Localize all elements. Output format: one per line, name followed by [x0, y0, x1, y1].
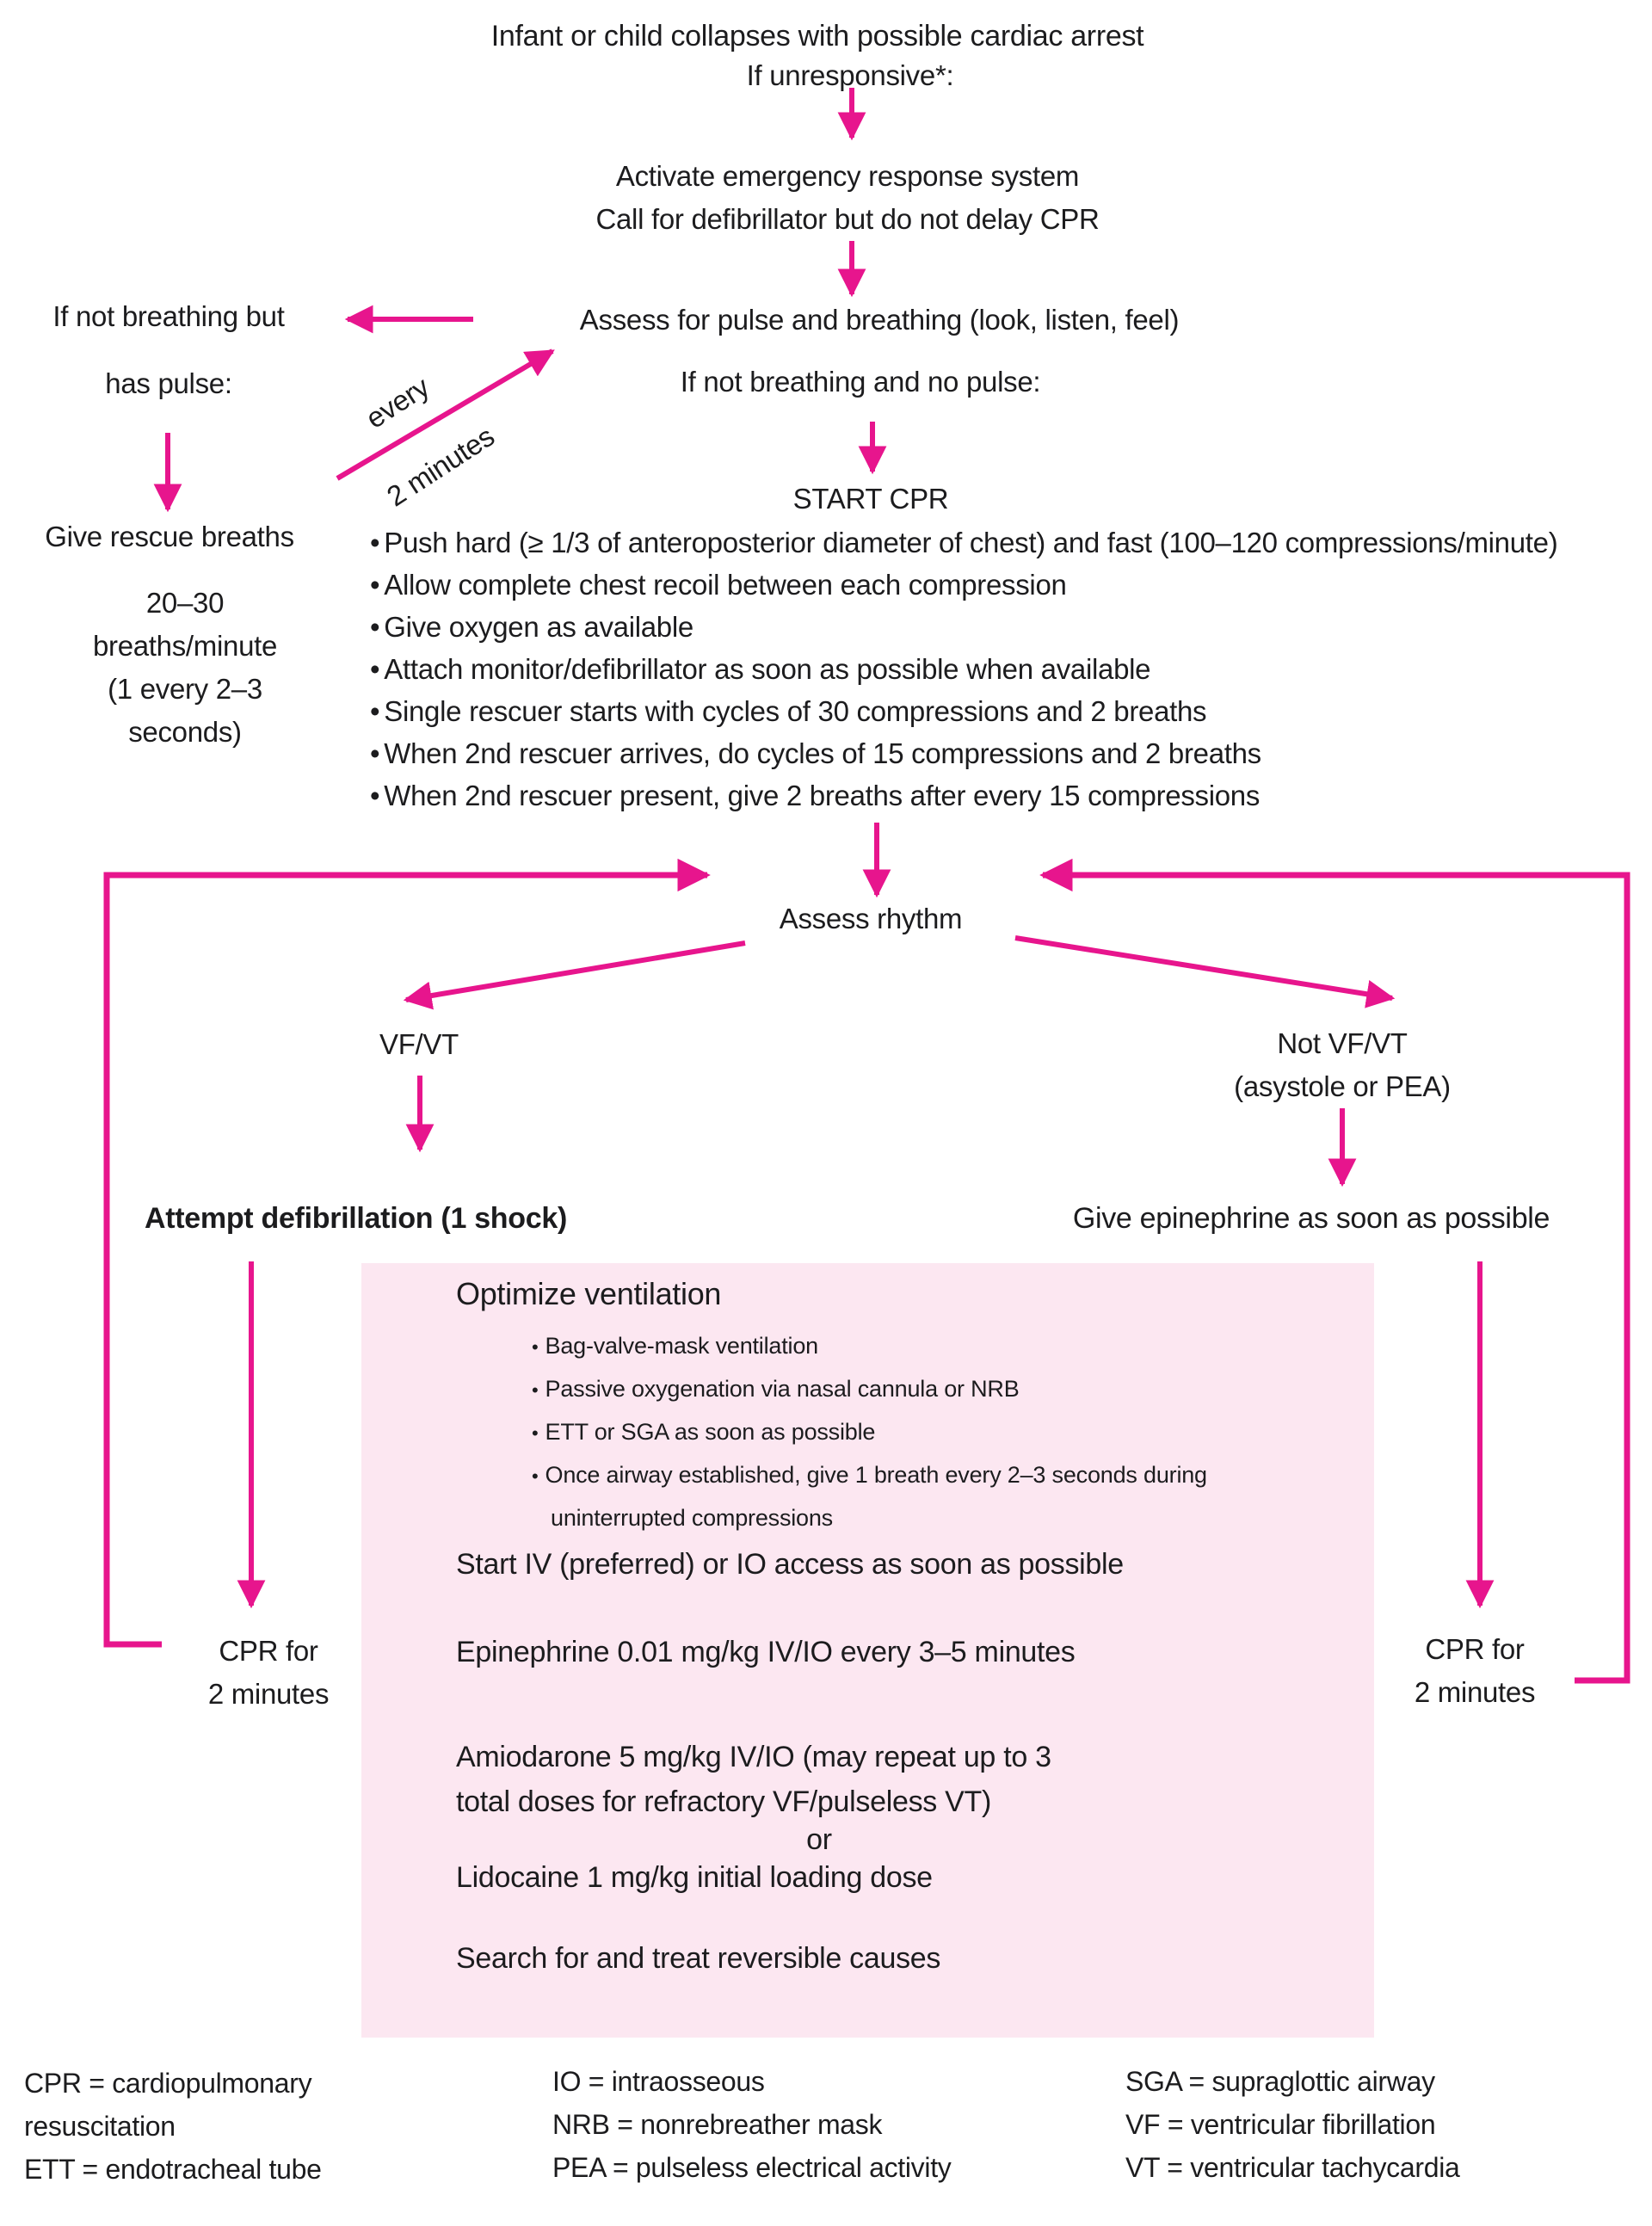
every-2-minutes-label-line1: every — [360, 370, 435, 435]
search-reversible-causes-line: Search for and treat reversible causes — [456, 1942, 941, 1975]
rescue-rate-node — [93, 582, 277, 754]
legend-vt: VT = ventricular tachycardia — [1125, 2152, 1460, 2183]
rescue-rate-line2: breaths/minute — [92, 630, 278, 662]
epinephrine-dose-line: Epinephrine 0.01 mg/kg IV/IO every 3–5 minutes — [456, 1636, 1076, 1668]
activate-line2: Call for defibrillator but do not delay CPR — [595, 203, 1100, 235]
arrow-rhythm-to-notvfvt — [1015, 938, 1392, 998]
vfvt-label: VF/VT — [379, 1028, 459, 1060]
legend-cpr: CPR = cardiopulmonary resuscitation — [24, 2068, 312, 2142]
cpr-bullet-2: • Allow complete chest recoil between each compression — [370, 564, 1564, 606]
cpr-bullet-3: • Give oxygen as available — [370, 606, 1564, 648]
no-pulse-label: If not breathing and no pulse: — [680, 366, 1041, 398]
unresponsive-label: If unresponsive*: — [746, 59, 954, 91]
not-vfvt-node — [1234, 1022, 1451, 1108]
amiodarone-line2: total doses for refractory VF/pulseless VT) — [456, 1785, 991, 1818]
legend-io: IO = intraosseous — [552, 2066, 765, 2097]
loop-right-to-assess-rhythm — [1043, 875, 1627, 1680]
rescue-rate-line1: 20–30 — [145, 587, 225, 619]
cpr-bullet-4: • Attach monitor/defibrillator as soon as possible when available — [370, 648, 1564, 690]
start-cpr-node: START CPR — [792, 483, 949, 515]
activate-node — [595, 155, 1099, 241]
cpr-bullet-7: • When 2nd rescuer present, give 2 breaths after every 15 compressions — [370, 774, 1564, 817]
attempt-defibrillation-node: Attempt defibrillation (1 shock) — [145, 1202, 567, 1235]
cpr-2min-left-line2: 2 minutes — [207, 1678, 330, 1710]
start-iv-line: Start IV (preferred) or IO access as soon as possible — [456, 1548, 1124, 1581]
lidocaine-line: Lidocaine 1 mg/kg initial loading dose — [456, 1861, 933, 1894]
legend-ett: ETT = endotracheal tube — [24, 2154, 322, 2185]
give-rescue-breaths-node: Give rescue breaths — [45, 521, 294, 552]
or-label: or — [806, 1823, 832, 1856]
not-breathing-has-pulse-line2: has pulse: — [105, 367, 232, 399]
assess-pulse-node: Assess for pulse and breathing (look, listen, feel) — [579, 304, 1180, 336]
legend-pea: PEA = pulseless electrical activity — [552, 2152, 952, 2183]
rescue-rate-line4: seconds) — [128, 716, 242, 748]
legend-vf: VF = ventricular fibrillation — [1125, 2109, 1436, 2140]
rescue-rate-line3: (1 every 2–3 — [108, 673, 262, 705]
vent-bullet-4: • Once airway established, give 1 breath every 2–3 seconds during uninterrupted compressions — [532, 1454, 1332, 1539]
cpr-bullet-6: • When 2nd rescuer arrives, do cycles of 15 compressions and 2 breaths — [370, 732, 1564, 774]
not-vfvt-line2: (asystole or PEA) — [1234, 1070, 1451, 1102]
cpr-2min-right-line2: 2 minutes — [1414, 1676, 1536, 1708]
cpr-2min-right-node — [1415, 1628, 1535, 1714]
cpr-bullet-1: • Push hard (≥ 1/3 of anteroposterior diameter of chest) and fast (100–120 compressions/minute) — [370, 521, 1564, 564]
flow-title: Infant or child collapses with possible cardiac arrest — [490, 20, 1144, 52]
arrow-rhythm-to-vfvt — [406, 943, 745, 1000]
optimize-ventilation-heading: Optimize ventilation — [456, 1276, 722, 1311]
legend-sga: SGA = supraglottic airway — [1125, 2066, 1435, 2097]
legend-column-3 — [1125, 2060, 1460, 2189]
ventilation-bullet-list — [532, 1325, 1332, 1539]
not-breathing-has-pulse-line1: If not breathing but — [52, 300, 285, 332]
start-cpr-bullet-list — [370, 521, 1564, 817]
vent-bullet-2: • Passive oxygenation via nasal cannula or NRB — [532, 1368, 1332, 1411]
cpr-2min-right-line1: CPR for — [1425, 1633, 1525, 1665]
not-vfvt-line1: Not VF/VT — [1277, 1027, 1408, 1059]
legend-column-2 — [552, 2060, 952, 2189]
every-2-minutes-label-line2: 2 minutes — [380, 420, 500, 513]
cpr-2min-left-node — [208, 1630, 329, 1716]
cpr-bullet-5: • Single rescuer starts with cycles of 30 compressions and 2 breaths — [370, 690, 1564, 732]
give-epinephrine-node: Give epinephrine as soon as possible — [1072, 1202, 1550, 1235]
vent-bullet-1: • Bag-valve-mask ventilation — [532, 1325, 1332, 1368]
vent-bullet-3: • ETT or SGA as soon as possible — [532, 1411, 1332, 1454]
legend-column-1 — [24, 2062, 437, 2191]
assess-rhythm-node: Assess rhythm — [779, 903, 963, 934]
amiodarone-line1: Amiodarone 5 mg/kg IV/IO (may repeat up to 3 — [456, 1741, 1051, 1773]
legend-nrb: NRB = nonrebreather mask — [552, 2109, 883, 2140]
activate-line1: Activate emergency response system — [615, 160, 1080, 192]
cpr-2min-left-line1: CPR for — [219, 1635, 318, 1667]
